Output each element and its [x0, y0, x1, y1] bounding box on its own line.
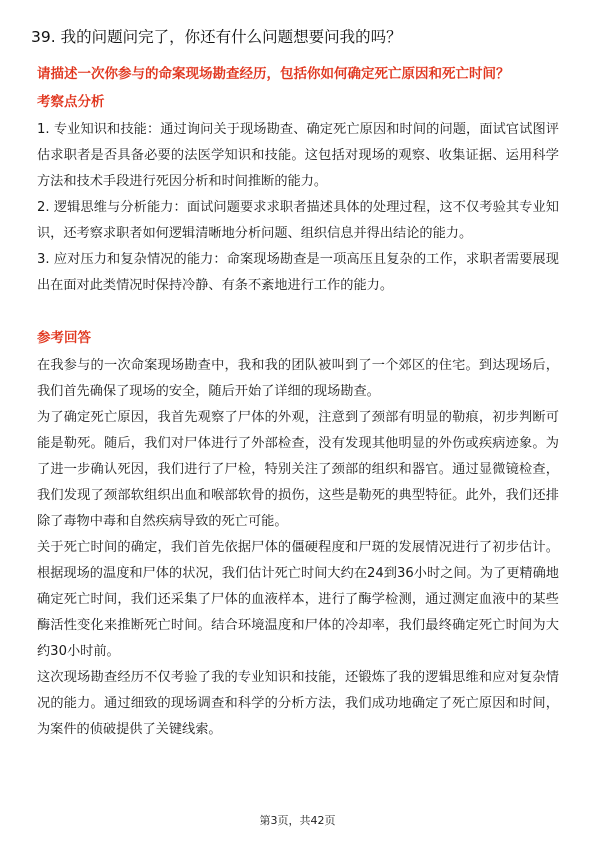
answer-paragraph: 为了确定死亡原因，我首先观察了尸体的外观，注意到了颈部有明显的勒痕，初步判断可能是勒死。随后，我们对尸体进行了外部检查，没有发现其他明显的外伤或疾病迹象。为了进一步确认死因，我们进行了尸检，特别关注了颈部的组织和器官。通过显微镜检查，我们发现了颈部软组织出血和喉部软骨的损伤，这些是勒死的典型特征。此外，我们还排除了毒物中毒和自然疾病导致的死亡可能。	[37, 410, 559, 529]
answer-section-title: 参考回答	[37, 330, 91, 346]
answer-paragraph: 在我参与的一次命案现场勘查中，我和我的团队被叫到了一个郊区的住宅。到达现场后，我们首先确保了现场的安全，随后开始了详细的现场勘查。	[37, 358, 559, 399]
analysis-item: 1. 专业知识和技能：通过询问关于现场勘查、确定死亡原因和时间的问题，面试官试图评估求职者是否具备必要的法医学知识和技能。这包括对现场的观察、收集证据、运用科学方法和技术手段进行死因分析和时间推断的能力。	[37, 122, 559, 189]
analysis-item: 2. 逻辑思维与分析能力：面试问题要求求职者描述具体的处理过程，这不仅考验其专业知识，还考察求职者如何逻辑清晰地分析问题、组织信息并得出结论的能力。	[37, 200, 559, 241]
analysis-item: 3. 应对压力和复杂情况的能力：命案现场勘查是一项高压且复杂的工作，求职者需要展现出在面对此类情况时保持冷静、有条不紊地进行工作的能力。	[37, 252, 559, 293]
answer-body	[37, 353, 559, 743]
answer-paragraph: 关于死亡时间的确定，我们首先依据尸体的僵硬程度和尸斑的发展情况进行了初步估计。根据现场的温度和尸体的状况，我们估计死亡时间大约在24到36小时之间。为了更精确地确定死亡时间，我们还采集了尸体的血液样本，进行了酶学检测，通过测定血液中的某些酶活性变化来推断死亡时间。结合环境温度和尸体的冷却率，我们最终确定死亡时间为大约30小时前。	[37, 540, 559, 659]
interview-question: 请描述一次你参与的命案现场勘查经历，包括你如何确定死亡原因和死亡时间？	[37, 66, 510, 82]
answer-paragraph: 这次现场勘查经历不仅考验了我的专业知识和技能，还锻炼了我的逻辑思维和应对复杂情况的能力。通过细致的现场调查和科学的分析方法，我们成功地确定了死亡原因和时间，为案件的侦破提供了关键线索。	[37, 670, 559, 737]
question-heading: 39. 我的问题问完了，你还有什么问题想要问我的吗？	[31, 28, 402, 46]
analysis-section-title: 考察点分析	[37, 94, 105, 110]
analysis-list	[37, 117, 559, 299]
page-number: 第3页，共42页	[259, 814, 336, 827]
